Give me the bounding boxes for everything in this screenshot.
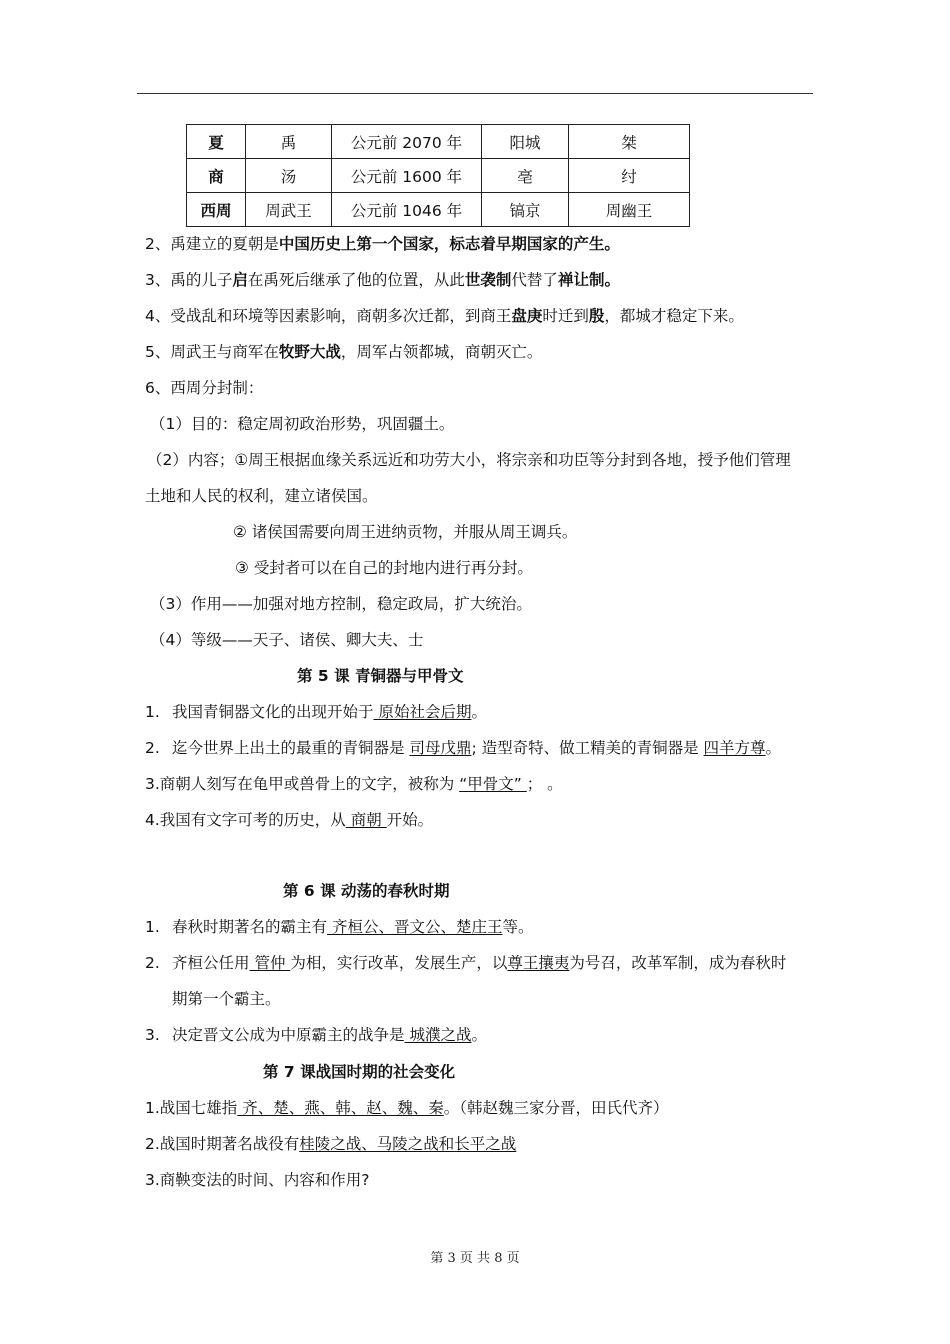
lesson-6-item-2: 2. 齐桓公任用 管仲 为相，实行改革，发展生产，以尊王攘夷为号召，改革军制，成为春秋时 [145,954,787,972]
table-cell: 纣 [569,159,690,193]
table-cell: 镐京 [482,193,569,227]
table-cell: 周幽王 [569,193,690,227]
table-cell: 西周 [187,193,246,227]
lesson-5-item-1: 1. 我国青铜器文化的出现开始于 原始社会后期。 [145,703,487,721]
point-6-3: （3）作用——加强对地方控制，稳定政局，扩大统治。 [150,595,532,613]
table-cell: 汤 [246,159,332,193]
table-row [187,125,690,159]
lesson-5-title: 第 5 课 青铜器与甲骨文 [297,667,464,685]
dynasty-table [186,124,690,227]
page-footer: 第 3 页 共 8 页 [430,1251,520,1266]
table-cell: 禹 [246,125,332,159]
table-cell: 亳 [482,159,569,193]
table-cell: 商 [187,159,246,193]
point-6-2: （2）内容；①周王根据血缘关系远近和功劳大小，将宗亲和功臣等分封到各地，授予他们管理 [147,451,791,469]
point-6-4: （4）等级——天子、诸侯、卿大夫、士 [150,631,424,649]
table-cell: 桀 [569,125,690,159]
lesson-7-item-3: 3.商鞅变法的时间、内容和作用? [145,1171,370,1189]
lesson-5-item-2: 2. 迄今世界上出土的最重的青铜器是 司母戊鼎; 造型奇特、做工精美的青铜器是 四羊方尊。 [145,739,782,757]
lesson-6-item-2-cont: 期第一个霸主。 [172,990,281,1008]
point-6-2-b: ② 诸侯国需要向周王进纳贡物，并服从周王调兵。 [233,523,578,541]
lesson-5-item-4: 4.我国有文字可考的历史，从 商朝 开始。 [145,811,434,829]
table-cell: 阳城 [482,125,569,159]
point-6-2-c: ③ 受封者可以在自己的封地内进行再分封。 [235,559,533,577]
lesson-6-item-1: 1. 春秋时期著名的霸主有 齐桓公、晋文公、楚庄王等。 [145,918,534,936]
lesson-6-item-3: 3. 决定晋文公成为中原霸主的战争是 城濮之战。 [145,1026,487,1044]
header-rule [137,93,813,94]
table-row [187,193,690,227]
point-6: 6、西周分封制： [145,379,264,397]
point-3: 3、禹的儿子启在禹死后继承了他的位置，从此世袭制代替了禅让制。 [145,271,620,289]
table-cell: 公元前 1600 年 [332,159,482,193]
point-6-1: （1）目的：稳定周初政治形势，巩固疆土。 [150,415,455,433]
point-4: 4、受战乱和环境等因素影响，商朝多次迁都，到商王盘庚时迁到殷，都城才稳定下来。 [145,307,744,325]
lesson-6-title: 第 6 课 动荡的春秋时期 [283,882,450,900]
table-cell: 夏 [187,125,246,159]
table-cell: 公元前 1046 年 [332,193,482,227]
lesson-5-item-3: 3.商朝人刻写在龟甲或兽骨上的文字，被称为 “甲骨文” ； 。 [145,775,563,793]
lesson-7-title: 第 7 课战国时期的社会变化 [263,1063,456,1081]
lesson-7-item-1: 1.战国七雄指 齐、楚、燕、韩、赵、魏、秦。（韩赵魏三家分晋，田氏代齐） [145,1099,669,1117]
table-cell: 周武王 [246,193,332,227]
point-6-2-cont: 土地和人民的权利，建立诸侯国。 [145,487,378,505]
lesson-7-item-2: 2.战国时期著名战役有桂陵之战、马陵之战和长平之战 [145,1135,517,1153]
point-2: 2、禹建立的夏朝是中国历史上第一个国家，标志着早期国家的产生。 [145,235,620,253]
table-row [187,159,690,193]
point-5: 5、周武王与商军在牧野大战，周军占领都城，商朝灭亡。 [145,343,543,361]
table-cell: 公元前 2070 年 [332,125,482,159]
